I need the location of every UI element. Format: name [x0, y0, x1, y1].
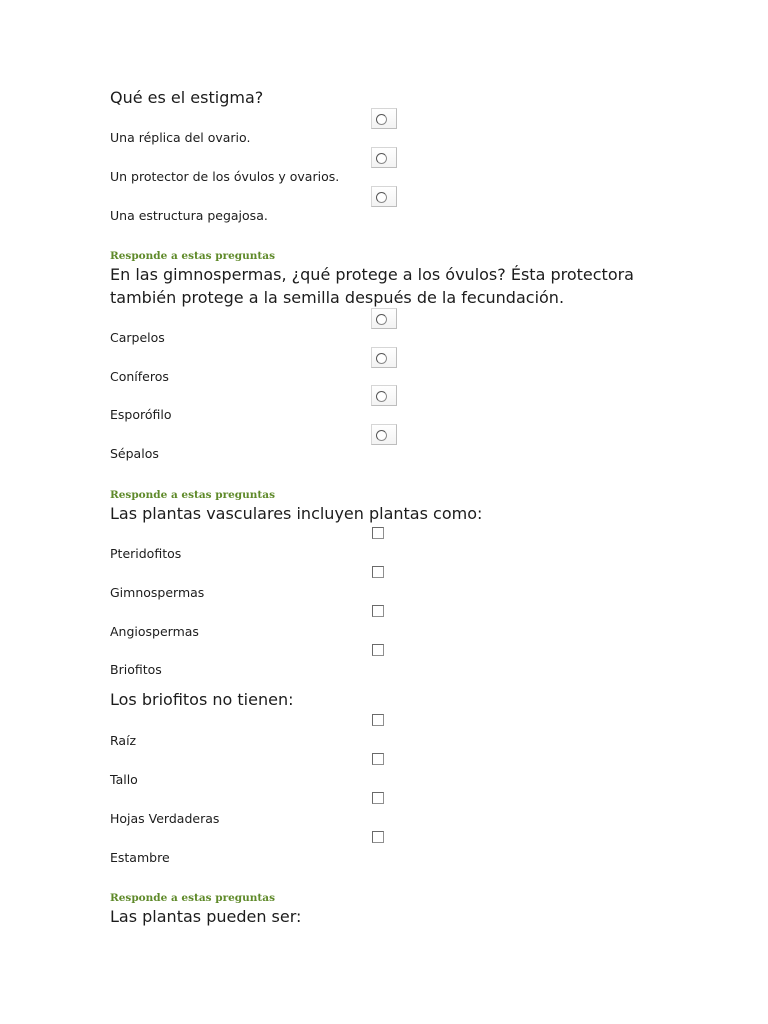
radio-option[interactable] — [371, 108, 397, 129]
radio-icon — [376, 353, 387, 364]
radio-option[interactable] — [371, 308, 397, 329]
question-title: Las plantas pueden ser: — [110, 907, 302, 926]
option-label: Pteridofitos — [110, 546, 182, 561]
option-label: Sépalos — [110, 446, 159, 461]
radio-option[interactable] — [371, 385, 397, 406]
radio-option[interactable] — [371, 347, 397, 368]
checkbox[interactable] — [372, 644, 384, 656]
option-label: Angiospermas — [110, 624, 199, 639]
section-heading: Responde a estas preguntas — [110, 489, 275, 501]
radio-icon — [376, 430, 387, 441]
question-title: En las gimnospermas, ¿qué protege a los óvulos? Ésta protectora — [110, 265, 634, 284]
checkbox[interactable] — [372, 566, 384, 578]
checkbox[interactable] — [372, 605, 384, 617]
option-label: Coníferos — [110, 369, 169, 384]
radio-option[interactable] — [371, 186, 397, 207]
radio-icon — [376, 391, 387, 402]
section-heading: Responde a estas preguntas — [110, 250, 275, 262]
question-title: también protege a la semilla después de la fecundación. — [110, 288, 565, 307]
question-title: Los briofitos no tienen: — [110, 690, 294, 709]
question-title: Qué es el estigma? — [110, 88, 264, 107]
radio-option[interactable] — [371, 147, 397, 168]
checkbox[interactable] — [372, 792, 384, 804]
checkbox[interactable] — [372, 831, 384, 843]
option-label: Briofitos — [110, 662, 162, 677]
option-label: Carpelos — [110, 330, 165, 345]
option-label: Un protector de los óvulos y ovarios. — [110, 169, 340, 184]
checkbox[interactable] — [372, 714, 384, 726]
option-label: Hojas Verdaderas — [110, 811, 220, 826]
section-heading: Responde a estas preguntas — [110, 892, 275, 904]
option-label: Raíz — [110, 733, 137, 748]
question-title: Las plantas vasculares incluyen plantas como: — [110, 504, 483, 523]
option-label: Gimnospermas — [110, 585, 205, 600]
radio-option[interactable] — [371, 424, 397, 445]
option-label: Una réplica del ovario. — [110, 130, 251, 145]
checkbox[interactable] — [372, 527, 384, 539]
radio-icon — [376, 114, 387, 125]
radio-icon — [376, 192, 387, 203]
option-label: Tallo — [110, 772, 138, 787]
option-label: Esporófilo — [110, 407, 172, 422]
option-label: Estambre — [110, 850, 170, 865]
option-label: Una estructura pegajosa. — [110, 208, 268, 223]
checkbox[interactable] — [372, 753, 384, 765]
radio-icon — [376, 314, 387, 325]
radio-icon — [376, 153, 387, 164]
